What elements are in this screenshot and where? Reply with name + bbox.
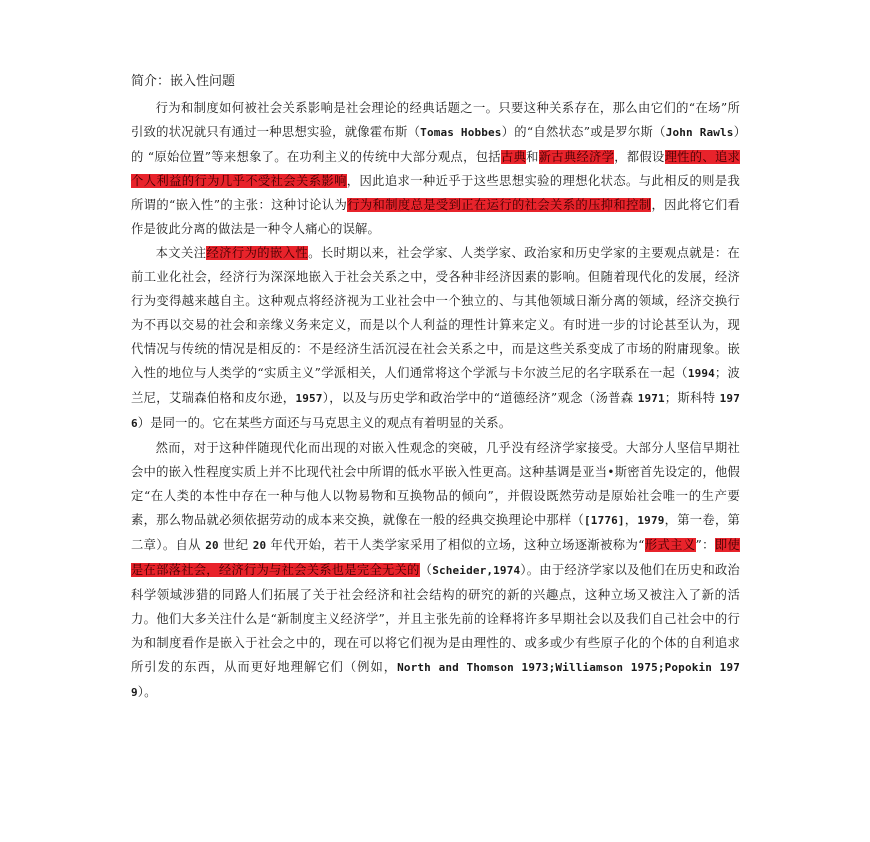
highlighted-text: 即使是在部落社会，经济行为与社会关系也是完全无关的 [131,538,740,577]
text-run: ，因此将它们看作是彼此分离的做法是一种令人痛心的误解。 [131,198,740,236]
text-run: ）。 [137,685,157,699]
text-run: 1976 [131,392,740,430]
text-run: ”： [695,538,715,552]
text-run: ）。由于经济学家以及他们在历史和政治科学领域涉猎的同路人们拓展了关于社会经济和社会结构的研究的新的兴趣点，这种立场又被注入了新的活力。他们大多关注什么是“新制度主义经济学”，并且主张先前的诠释将许多早期社会以及我们自己社会中的行为和制度看作是嵌入于社会之中的，现在可以将它们视为是由理性的、或多或少有些原子化的个体的自利追求所引发的东西，从而更好地理解它们（例如， [131,563,740,674]
text-run: 。长时期以来，社会学家、人类学家、政治家和历史学家的主要观点就是：在前工业化社会，经济行为深深地嵌入于社会关系之中，受各种非经济因素的影响。但随着现代化的发展，经济行为变得越来越自主。这种观点将经济视为工业社会中一个独立的、与其他领域日渐分离的领域，经济交换行为不再以交易的社会和亲缘义务来定义，而是以个人利益的理性计算来定义。有时进一步的讨论甚至认为，现代情况与传统的情况是相反的：不是经济生活沉浸在社会关系之中，而是这些关系变成了市场的附庸现象。嵌入性的地位与人类学的“实质主义”学派相关，人们通常将这个学派与卡尔波兰尼的名字联系在一起（ [131,246,740,380]
text-run: ，第一卷，第二章）。自从 [131,513,741,552]
text-run: Tomas Hobbes [420,126,502,139]
text-run: 1979 [637,514,665,527]
highlighted-text: 经济行为的嵌入性 [206,246,309,260]
text-run: 1994 [687,367,715,380]
text-run: ）是同一的。它在某些方面还与马克思主义的观点有着明显的关系。 [137,416,512,430]
text-run: ；波兰尼，艾瑞森伯格和皮尔逊， [131,366,740,405]
text-run: [1776] [584,514,625,527]
text-run: ）的“自然状态”或是罗尔斯（ [501,125,666,139]
text-run: 和 [526,150,539,164]
highlighted-text: 新古典经济学 [538,150,615,164]
text-run: ）的 “原始位置”等来想象了。在功利主义的传统中大部分观点，包括 [131,125,740,164]
section-heading: 简介：嵌入性问题 [131,74,236,89]
text-run: 行为和制度如何被社会关系影响是社会理论的经典话题之一。只要这种关系存在，那么由它们的“在场”所引致的状况就只有通过一种思想实验，就像霍布斯（ [131,101,740,139]
text-run: ，都假设 [614,150,665,164]
highlighted-text: 古典 [500,150,527,164]
highlighted-text: 理性的、追求个人利益的行为几乎不受社会关系影响 [131,150,740,188]
text-run: Scheider,1974 [432,564,521,577]
text-run: ，因此追求一种近乎于这些思想实验的理想化状态。与此相反的则是我所谓的“嵌入性”的主张：这种讨论认为 [131,174,740,212]
text-run: John Rawls [665,126,734,139]
text-run: ；斯科特 [664,391,720,405]
text-run: 世纪 [218,538,253,552]
text-run: （ [419,563,433,577]
text-run: 年代开始，若干人类学家采用了相似的立场，这种立场逐渐被称为“ [266,538,645,552]
text-run: North and Thomson 1973;Williamson 1975;Popokin 1979 [131,661,740,699]
text-run: 本文关注 [155,246,207,260]
document-page [131,70,740,705]
text-run: ），以及与历史学和政治学中的“道德经济”观念（汤普森 [322,391,638,405]
text-run: ， [624,513,638,527]
text-run: 然而，对于这种伴随现代化而出现的对嵌入性观念的突破，几乎没有经济学家接受。大部分人坚信早期社会中的嵌入性程度实质上并不比现代社会中所谓的低水平嵌入性更高。这种基调是亚当•斯密首先设定的，他假定“在人类的本性中存在一种与他人以物易物和互换物品的倾向”，并假设既然劳动是原始社会唯一的生产要素，那么物品就必须依据劳动的成本来交换，就像在一般的经典交换理论中那样（ [131,441,740,527]
text-run: 1971 [637,392,665,405]
text-run: 20 [252,539,267,552]
highlighted-text: 形式主义 [644,538,696,552]
text-run: 1957 [295,392,323,405]
paragraph-2 [131,241,740,436]
paragraph-1 [131,96,740,241]
paragraph-3 [131,436,740,705]
highlighted-text: 行为和制度总是受到正在运行的社会关系的压抑和控制 [347,198,652,212]
text-run: 20 [205,539,219,552]
